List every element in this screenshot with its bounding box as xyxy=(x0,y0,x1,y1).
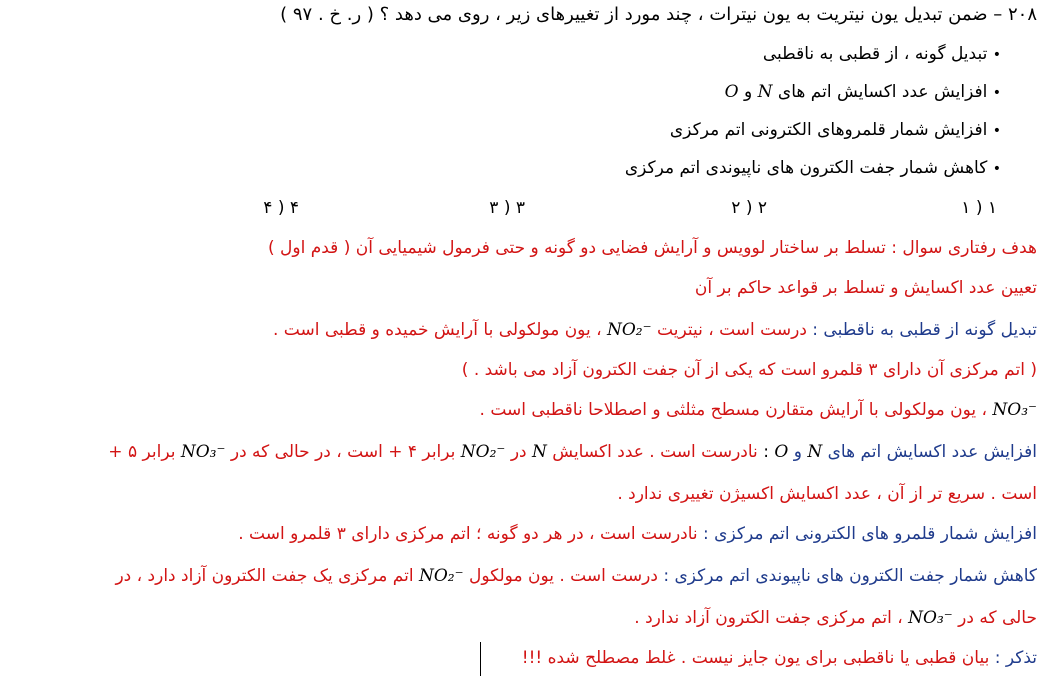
explanation-4-line-1 xyxy=(115,566,1037,586)
note-line xyxy=(522,648,1037,668)
explanation-1-line-2: ( اتم مرکزی آن دارای ۳ قلمرو است که یکی از آن جفت الکترون آزاد می باشد . ) xyxy=(461,360,1037,380)
explanation-text: ، اتم مرکزی جفت الکترون آزاد ندارد . xyxy=(634,608,903,628)
bullet-icon: • xyxy=(992,85,1001,101)
explanation-text: اتم مرکزی یک جفت الکترون آزاد دارد ، در xyxy=(115,566,414,586)
math-symbol-n: N xyxy=(757,82,773,102)
answer-choice-3[interactable]: ۳ ) ۳ xyxy=(489,198,525,218)
explanation-1-line-3 xyxy=(480,400,1037,420)
explanation-text: برابر ۴ + است ، در حالی که در xyxy=(230,442,456,462)
explanation-1-line-1 xyxy=(273,320,1037,340)
explanation-2-line-2: است . سریع تر از آن ، عدد اکسایش اکسیژن تغییری ندارد . xyxy=(617,484,1037,504)
note-label: تذکر : xyxy=(994,648,1037,668)
formula-nitrate: NO₃⁻ xyxy=(992,400,1037,420)
explanation-text: برابر ۵ + xyxy=(108,442,176,462)
explanation-label: افزایش عدد اکسایش اتم های xyxy=(827,442,1037,462)
formula-nitrate: NO₃⁻ xyxy=(180,442,226,462)
explanation-text: نادرست است . عدد اکسایش xyxy=(552,442,758,462)
option-item-1 xyxy=(763,44,1001,64)
explanation-text: درست است . یون مولکول xyxy=(468,566,658,586)
option-item-text: افزایش شمار قلمروهای الکترونی اتم مرکزی xyxy=(669,120,988,140)
explanation-text: ، یون مولکولی با آرایش متقارن مسطح مثلثی و اصطلاحا ناقطبی است . xyxy=(479,400,987,420)
answer-choice-4[interactable]: ۴ ) ۴ xyxy=(263,198,299,218)
option-item-text: کاهش شمار جفت الکترون های ناپیوندی اتم مرکزی xyxy=(624,158,988,178)
formula-nitrate: NO₃⁻ xyxy=(908,608,953,628)
explanation-3-line-1 xyxy=(238,524,1037,544)
explanation-4-line-2 xyxy=(634,608,1037,628)
goal-line-2: تعیین عدد اکسایش و تسلط بر قواعد حاکم بر آن xyxy=(694,278,1037,298)
option-item-text: افزایش عدد اکسایش اتم های xyxy=(777,82,988,102)
math-symbol-n: N xyxy=(532,442,547,462)
explanation-text: نادرست است ، در هر دو گونه ؛ اتم مرکزی دارای ۳ قلمرو است . xyxy=(238,524,698,544)
math-symbol-o: O xyxy=(774,442,789,462)
explanation-text: در xyxy=(510,442,527,462)
bullet-icon: • xyxy=(992,123,1001,139)
formula-nitrite: NO₂⁻ xyxy=(418,566,464,586)
separator-text: : xyxy=(763,442,769,462)
goal-line-1: هدف رفتاری سوال : تسلط بر ساختار لوویس و آرایش فضایی دو گونه و حتی فرمول شیمیایی آن ( قدم اول ) xyxy=(267,238,1037,258)
bullet-icon: • xyxy=(992,161,1001,177)
bullet-icon: • xyxy=(992,47,1001,63)
option-item-2 xyxy=(725,82,1001,102)
explanation-label: تبدیل گونه از قطبی به ناقطبی : xyxy=(812,320,1037,340)
conjunction-text: و xyxy=(744,82,753,102)
math-symbol-n: N xyxy=(807,442,823,462)
explanation-label: افزایش شمار قلمرو های الکترونی اتم مرکزی : xyxy=(703,524,1037,544)
conjunction-text: و xyxy=(793,442,802,462)
formula-nitrite: NO₂⁻ xyxy=(460,442,506,462)
question-line: ۲۰۸ – ضمن تبدیل یون نیتریت به یون نیترات ، چند مورد از تغییرهای زیر ، روی می دهد ؟ ( ر. خ . ۹۷ ) xyxy=(280,4,1037,25)
explanation-2-line-1 xyxy=(108,442,1037,462)
explanation-label: کاهش شمار جفت الکترون های ناپیوندی اتم مرکزی : xyxy=(663,566,1037,586)
option-item-3 xyxy=(670,120,1001,140)
formula-nitrite: NO₂⁻ xyxy=(607,320,652,340)
explanation-text: درست است ، نیتریت xyxy=(657,320,807,340)
option-item-text: تبدیل گونه ، از قطبی به ناقطبی xyxy=(762,44,988,64)
explanation-text: حالی که در xyxy=(958,608,1037,628)
explanation-text: ، یون مولکولی با آرایش خمیده و قطبی است . xyxy=(272,320,602,340)
math-symbol-o: O xyxy=(724,82,739,102)
answer-choice-1[interactable]: ۱ ) ۱ xyxy=(961,198,997,218)
note-text: بیان قطبی یا ناقطبی برای یون جایز نیست . غلط مصطلح شده !!! xyxy=(521,648,990,668)
answer-choice-2[interactable]: ۲ ) ۲ xyxy=(731,198,767,218)
option-item-4 xyxy=(625,158,1001,178)
text-cursor xyxy=(480,642,481,676)
